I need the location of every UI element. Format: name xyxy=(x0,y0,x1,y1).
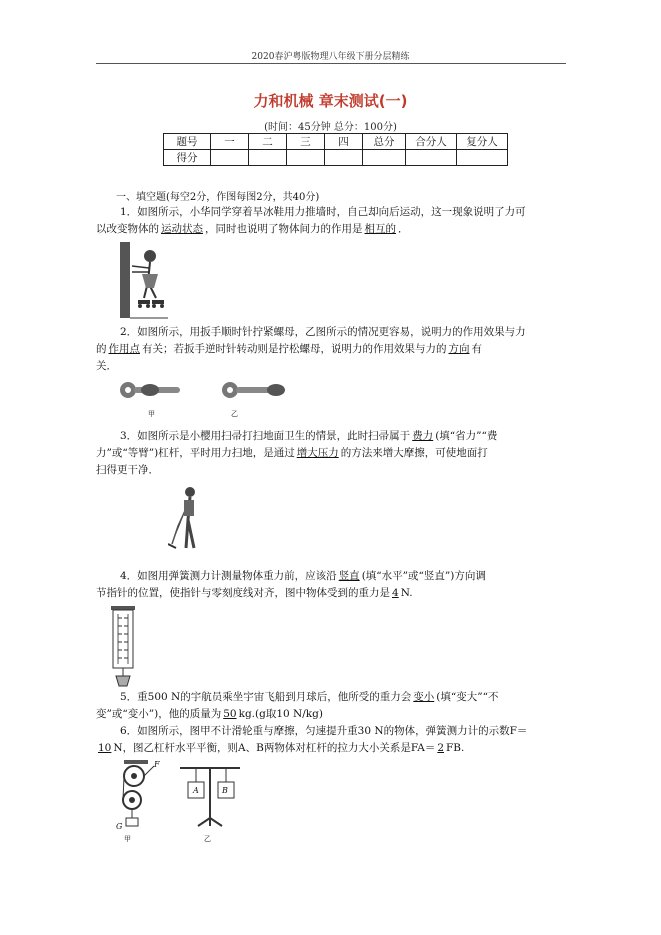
figure-label-b: 乙 xyxy=(231,410,238,418)
object-b-label: B xyxy=(222,786,228,795)
girl-sweeping-figure xyxy=(168,486,204,556)
score-header-cell: 总分 xyxy=(363,134,406,150)
question-6-line-1: 6．如图所示，图甲不计滑轮重与摩擦，匀速提升重30 N的物体，弹簧测力计的示数F＝ xyxy=(120,725,528,737)
score-cell xyxy=(406,150,457,166)
force-label: F xyxy=(154,760,160,769)
figure-label-a: 甲 xyxy=(124,835,131,843)
score-cell xyxy=(287,150,325,166)
score-cell xyxy=(249,150,287,166)
answer-blank: 作用点 xyxy=(108,343,140,355)
score-cell xyxy=(363,150,406,166)
header-rule xyxy=(96,63,566,64)
weight-label: G xyxy=(116,822,123,831)
wrench-figure-b xyxy=(220,378,290,406)
answer-blank: 10 xyxy=(98,742,112,754)
answer-blank: 50 xyxy=(223,708,237,720)
answer-blank: 运动状态 xyxy=(161,223,203,235)
wrench-figure-a xyxy=(118,378,184,406)
answer-blank: 相互的 xyxy=(364,223,396,235)
question-3-line-2: 力”或“等臂”)杠杆，平时用力扫地，是通过 增大压力 的方法来增大摩擦，可使地面打 xyxy=(96,447,488,459)
lever-balance-figure xyxy=(178,762,242,832)
figure-label-a: 甲 xyxy=(148,410,155,418)
score-cell xyxy=(457,150,508,166)
question-1-line-2: 以改变物体的 运动状态 ，同时也说明了物体间力的作用是 相互的 ． xyxy=(96,223,409,235)
answer-blank: 变小 xyxy=(413,691,435,703)
answer-blank: 方向 xyxy=(448,343,470,355)
answer-blank: 竖直 xyxy=(338,570,360,582)
question-4-line-1: 4．如图用弹簧测力计测量物体重力前，应该沿 竖直 (填“水平”或“竖直”)方向调 xyxy=(120,570,486,582)
score-header-cell: 题号 xyxy=(164,134,211,150)
question-3-line-1: 3．如图所示是小樱用扫帚打扫地面卫生的情景，此时扫帚属于 费力 (填“省力”“费 xyxy=(120,430,498,442)
answer-blank: 4 xyxy=(392,587,399,599)
score-row-label: 得分 xyxy=(164,150,211,166)
spring-scale-figure xyxy=(103,606,143,688)
score-header-cell: 四 xyxy=(325,134,363,150)
question-6-line-2: 10 N，图乙杠杆水平平衡，则A、B两物体对杠杆的拉力大小关系是FA＝ 2 FB. xyxy=(98,742,465,754)
score-header-cell: 三 xyxy=(287,134,325,150)
section-heading: 一、填空题(每空2分，作图每图2分，共40分) xyxy=(116,192,320,203)
question-5-line-2: 变”或“变小”)，他的质量为 50 kg.(g取10 N/kg) xyxy=(96,708,323,720)
score-table xyxy=(163,133,508,166)
question-4-line-2: 节指针的位置，使指针与零刻度线对齐，图中物体受到的重力是 4 N. xyxy=(96,587,413,599)
skater-pushing-wall-figure xyxy=(120,242,168,320)
answer-blank: 费力 xyxy=(412,430,434,442)
score-header-cell: 二 xyxy=(249,134,287,150)
question-2-line-3: 关． xyxy=(96,360,117,372)
figure-label-b: 乙 xyxy=(204,835,211,843)
score-header-cell: 一 xyxy=(211,134,249,150)
page-title: 力和机械 章末测试(一) xyxy=(253,92,408,110)
page-subtitle: (时间：45分钟 总分：100分) xyxy=(264,122,397,133)
score-cell xyxy=(325,150,363,166)
object-a-label: A xyxy=(193,786,199,795)
answer-blank: 2 xyxy=(437,742,445,754)
score-cell xyxy=(211,150,249,166)
page-header: 2020春沪粤版物理八年级下册分层精练 xyxy=(251,52,410,62)
answer-blank: 增大压力 xyxy=(296,447,339,459)
question-5-line-1: 5．重500 N的宇航员乘坐宇宙飞船到月球后，他所受的重力会 变小 (填“变大”“不 xyxy=(120,691,499,703)
question-1-line-1: 1．如图所示，小华同学穿着旱冰鞋用力推墙时，自己却向后运动，这一现象说明了力可 xyxy=(120,206,526,218)
question-2-line-1: 2．如图所示，用扳手顺时针拧紧螺母，乙图所示的情况更容易，说明力的作用效果与力 xyxy=(120,326,526,338)
score-table-header-row xyxy=(164,134,508,150)
score-header-cell: 合分人 xyxy=(406,134,457,150)
question-2-line-2: 的 作用点 有关；若扳手逆时针转动则是拧松螺母，说明力的作用效果与力的 方向 有 xyxy=(96,343,482,355)
score-table-score-row xyxy=(164,150,508,166)
question-3-line-3: 扫得更干净． xyxy=(96,464,159,476)
score-header-cell: 复分人 xyxy=(457,134,508,150)
